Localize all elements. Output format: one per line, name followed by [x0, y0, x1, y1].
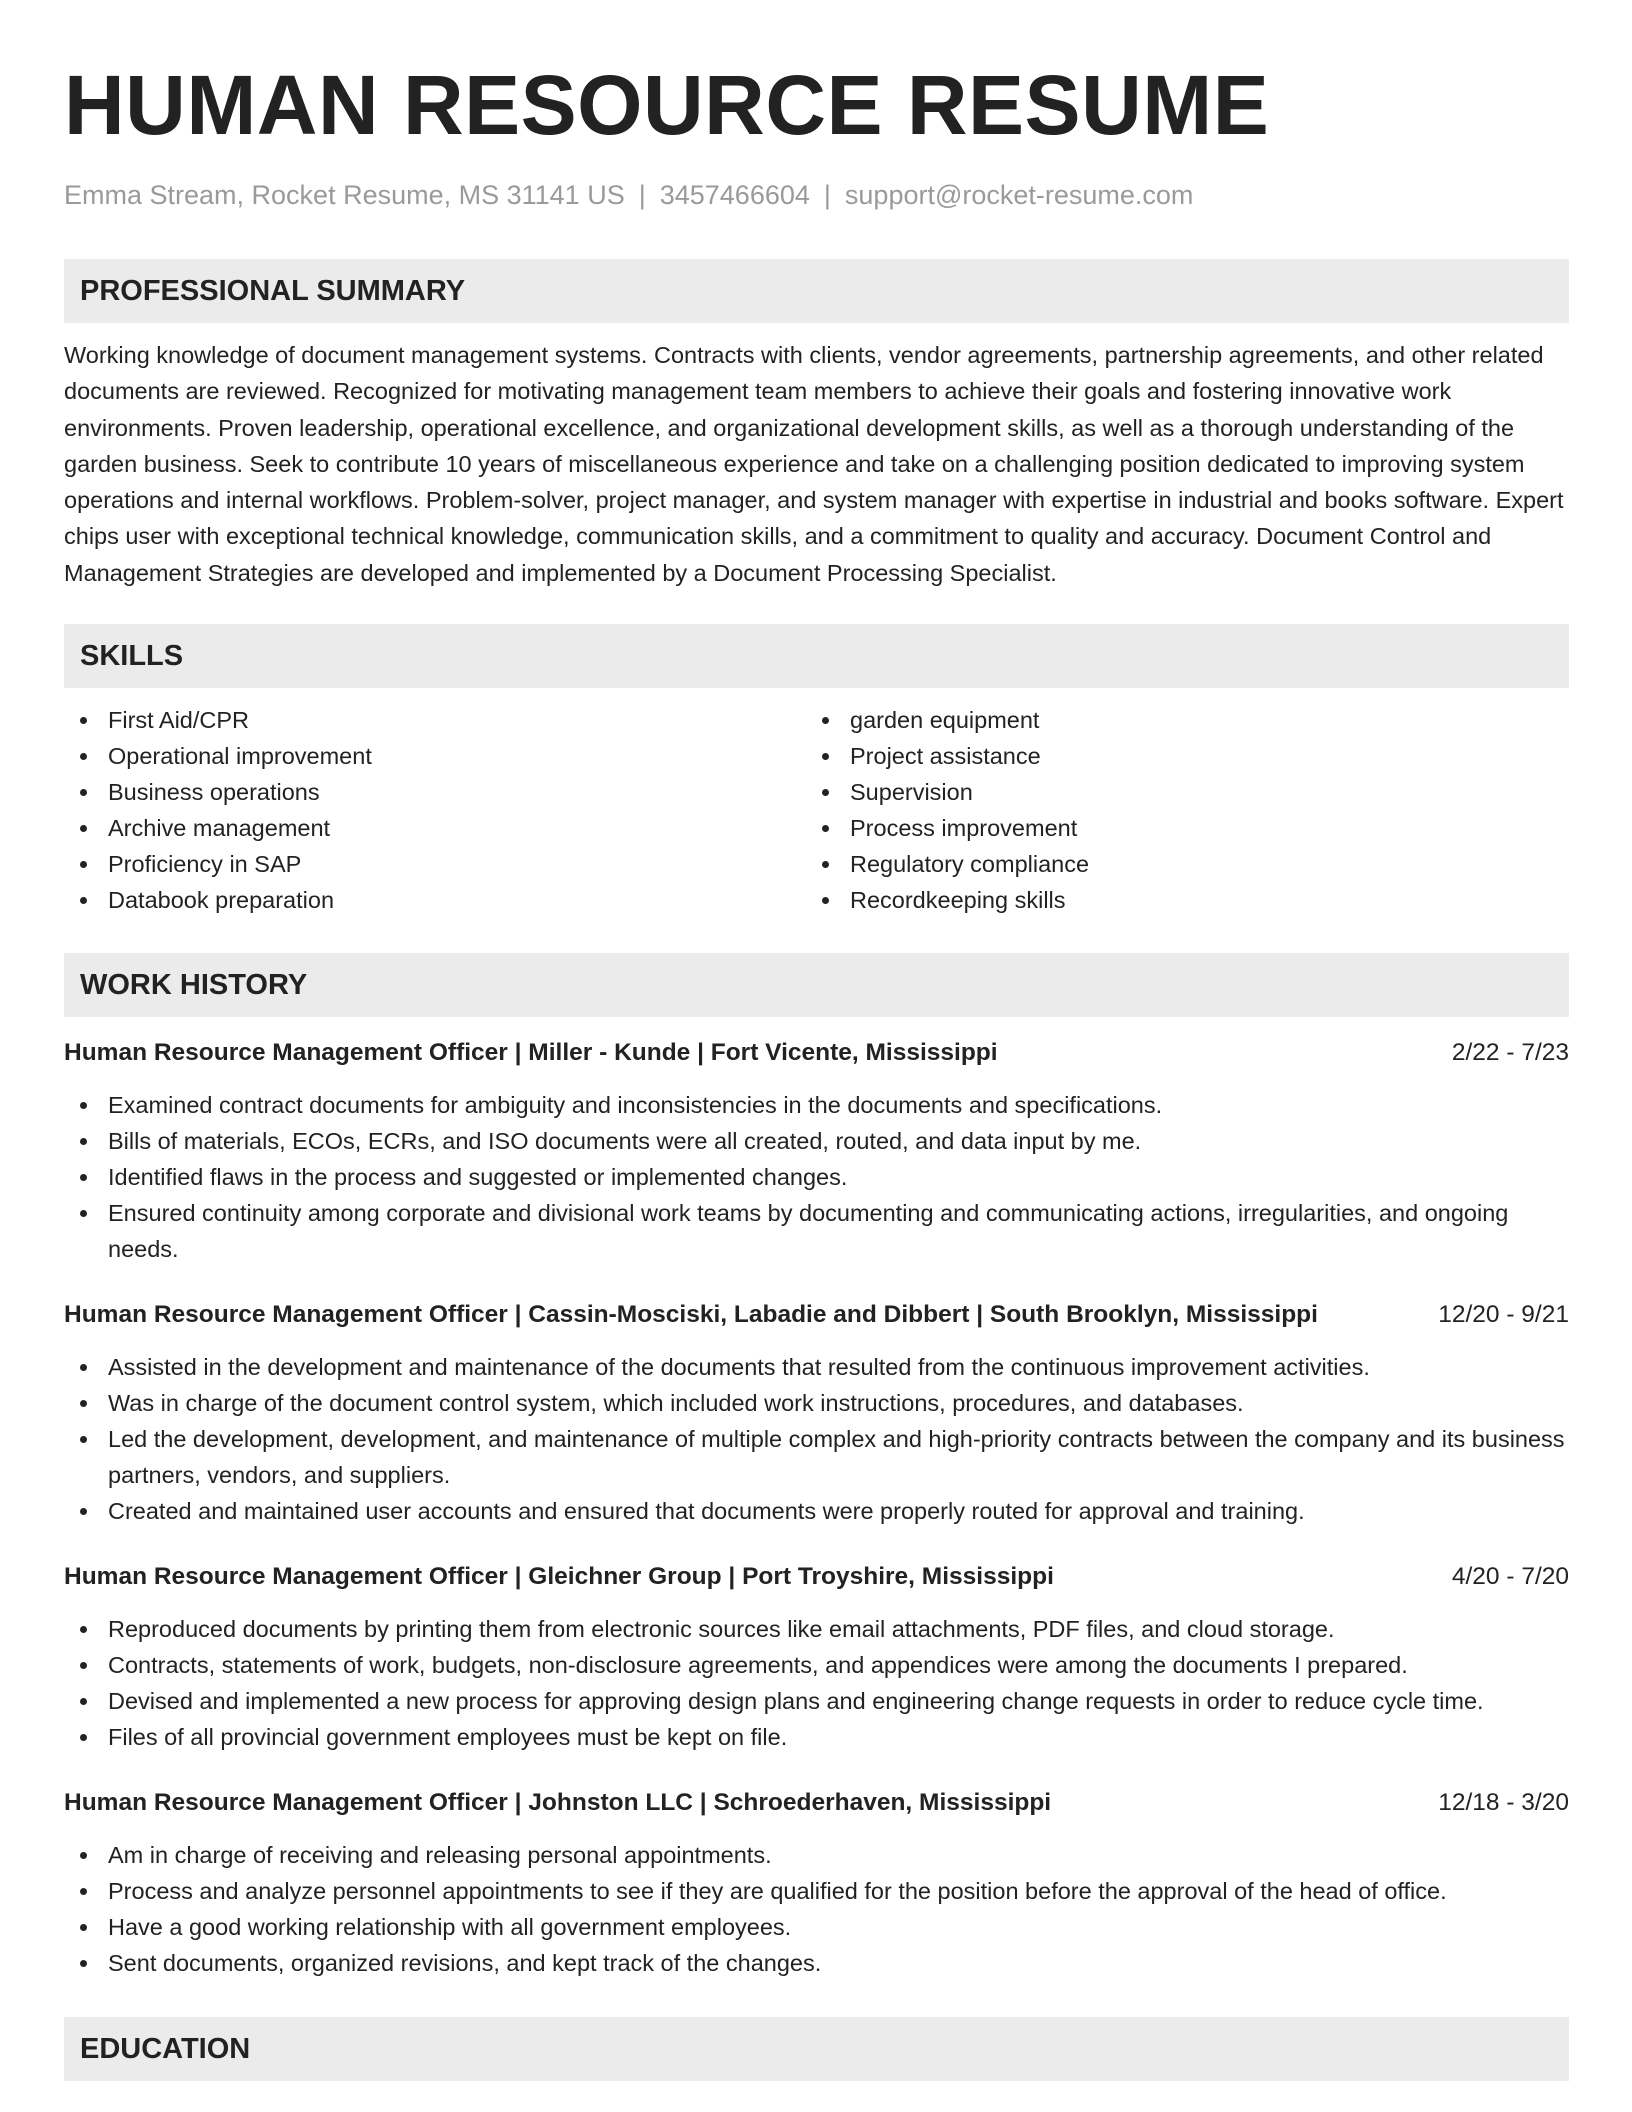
job-bullet: Created and maintained user accounts and ensured that documents were properly routed for approval and training.: [64, 1493, 1569, 1529]
job-bullet: Process and analyze personnel appointments to see if they are qualified for the position before the approval of the head of office.: [64, 1873, 1569, 1909]
skill-item: Project assistance: [806, 738, 1548, 774]
skills-column-left: [64, 702, 806, 918]
job-bullet: Identified flaws in the process and suggested or implemented changes.: [64, 1159, 1569, 1195]
contact-separator: |: [823, 180, 831, 210]
job-bullet: Led the development, development, and maintenance of multiple complex and high-priority contracts between the company and its business partners, vendors, and suppliers.: [64, 1421, 1569, 1493]
job-bullets: [64, 1087, 1569, 1267]
job-header: [64, 1297, 1569, 1333]
job-entry: [64, 1785, 1569, 1981]
skill-item: Business operations: [64, 774, 806, 810]
job-entry: [64, 1297, 1569, 1529]
job-bullets: [64, 1349, 1569, 1529]
job-entry: [64, 1035, 1569, 1267]
job-dates: 2/22 - 7/23: [1451, 1039, 1569, 1067]
skills-heading: SKILLS: [64, 624, 1569, 688]
skill-item: garden equipment: [806, 702, 1548, 738]
job-bullet: Contracts, statements of work, budgets, non-disclosure agreements, and appendices were among the documents I prepared.: [64, 1647, 1569, 1683]
contact-address: Emma Stream, Rocket Resume, MS 31141 US: [64, 180, 625, 210]
job-bullets: [64, 1837, 1569, 1981]
skill-item: Process improvement: [806, 810, 1548, 846]
contact-email: support@rocket-resume.com: [844, 180, 1194, 210]
contact-line: [64, 177, 1569, 213]
skill-item: Databook preparation: [64, 882, 806, 918]
skill-item: Proficiency in SAP: [64, 846, 806, 882]
skills-column-right: [806, 702, 1548, 918]
summary-heading: PROFESSIONAL SUMMARY: [64, 259, 1569, 323]
job-bullet: Devised and implemented a new process for approving design plans and engineering change requests in order to reduce cycle time.: [64, 1683, 1569, 1719]
resume-title: HUMAN RESOURCE RESUME: [64, 58, 1270, 152]
contact-separator: |: [638, 180, 646, 210]
job-title: Human Resource Management Officer | Miller - Kunde | Fort Vicente, Mississippi: [64, 1039, 998, 1067]
job-bullet: Ensured continuity among corporate and divisional work teams by documenting and communicating actions, irregularities, and ongoing needs.: [64, 1195, 1569, 1267]
skill-item: Operational improvement: [64, 738, 806, 774]
contact-phone: 3457466604: [659, 180, 810, 210]
job-title: Human Resource Management Officer | Gleichner Group | Port Troyshire, Mississippi: [64, 1563, 1054, 1591]
job-header: [64, 1559, 1569, 1595]
job-bullet: Reproduced documents by printing them from electronic sources like email attachments, PDF files, and cloud storage.: [64, 1611, 1569, 1647]
job-title: Human Resource Management Officer | Johnston LLC | Schroederhaven, Mississippi: [64, 1789, 1052, 1817]
work-history-heading: WORK HISTORY: [64, 953, 1569, 1017]
job-bullet: Sent documents, organized revisions, and kept track of the changes.: [64, 1945, 1569, 1981]
job-dates: 12/18 - 3/20: [1438, 1789, 1569, 1817]
job-bullet: Am in charge of receiving and releasing personal appointments.: [64, 1837, 1569, 1873]
skill-item: Archive management: [64, 810, 806, 846]
skill-item: Regulatory compliance: [806, 846, 1548, 882]
job-dates: 12/20 - 9/21: [1438, 1301, 1569, 1329]
job-bullet: Examined contract documents for ambiguity and inconsistencies in the documents and specifications.: [64, 1087, 1569, 1123]
summary-text: Working knowledge of document management systems. Contracts with clients, vendor agreements, partnership agreements, and other related documents are reviewed. Recognized for motivating management team members to achieve their goals and fostering innovative work environments. Proven leadership, operational excellence, and organizational development skills, as well as a thorough understanding of the garden business. Seek to contribute 10 years of miscellaneous experience and take on a challenging position dedicated to improving system operations and internal workflows. Problem-solver, project manager, and system manager with expertise in industrial and books software. Expert chips user with exceptional technical knowledge, communication skills, and a commitment to quality and accuracy. Document Control and Management Strategies are developed and implemented by a Document Processing Specialist.: [64, 342, 1564, 586]
job-bullet: Have a good working relationship with all government employees.: [64, 1909, 1569, 1945]
job-header: [64, 1035, 1569, 1071]
skill-item: Supervision: [806, 774, 1548, 810]
job-header: [64, 1785, 1569, 1821]
job-bullet: Bills of materials, ECOs, ECRs, and ISO documents were all created, routed, and data input by me.: [64, 1123, 1569, 1159]
skills-list: [64, 702, 1569, 918]
job-bullet: Assisted in the development and maintenance of the documents that resulted from the continuous improvement activities.: [64, 1349, 1569, 1385]
skill-item: Recordkeeping skills: [806, 882, 1548, 918]
job-entry: [64, 1559, 1569, 1755]
education-heading: EDUCATION: [64, 2017, 1569, 2081]
job-dates: 4/20 - 7/20: [1451, 1563, 1569, 1591]
job-bullets: [64, 1611, 1569, 1755]
job-title: Human Resource Management Officer | Cassin-Mosciski, Labadie and Dibbert | South Brooklyn, Mississippi: [64, 1301, 1318, 1329]
job-bullet: Files of all provincial government employees must be kept on file.: [64, 1719, 1569, 1755]
skill-item: First Aid/CPR: [64, 702, 806, 738]
job-bullet: Was in charge of the document control system, which included work instructions, procedures, and databases.: [64, 1385, 1569, 1421]
